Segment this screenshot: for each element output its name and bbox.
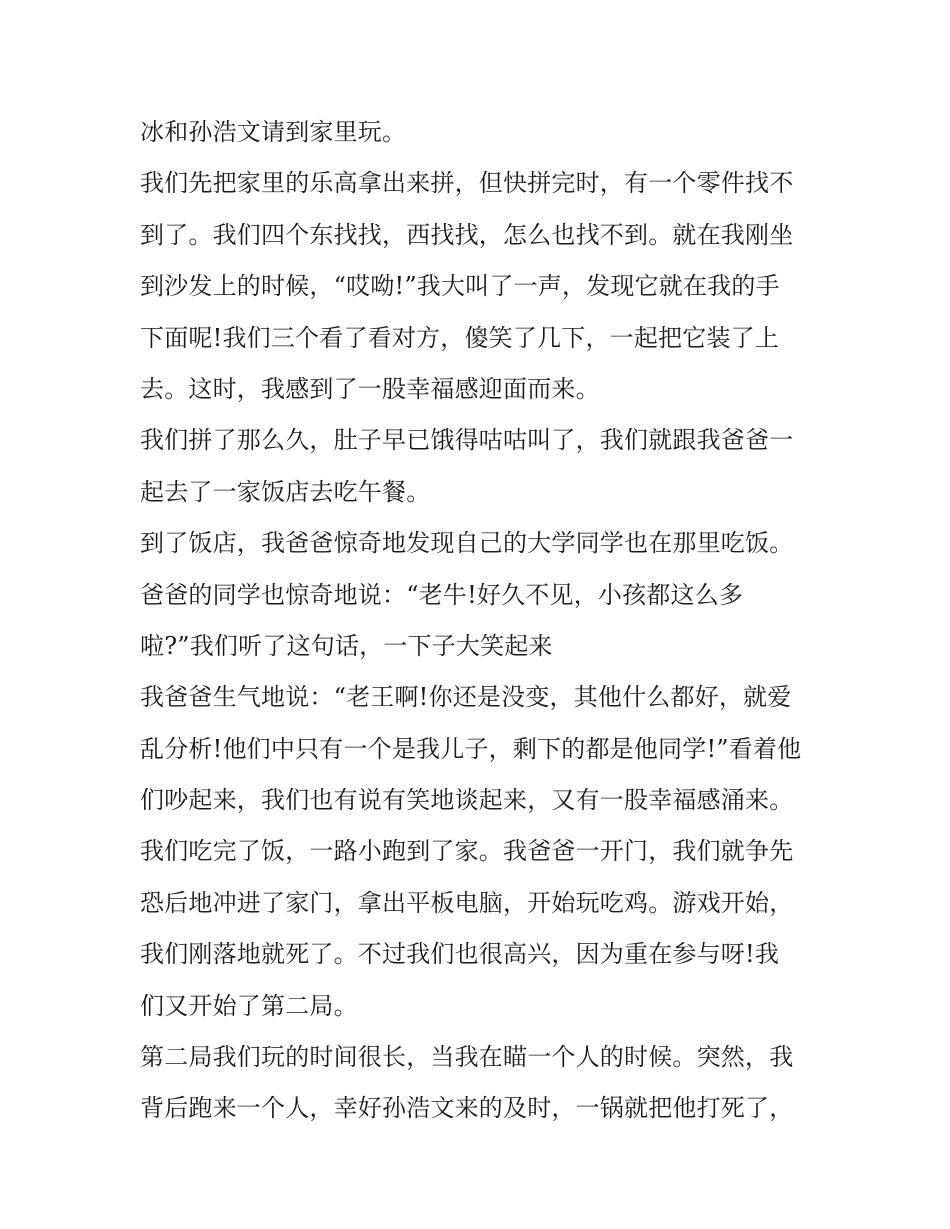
text-line: 乱分析!他们中只有一个是我儿子，剩下的都是他同学!”看着他	[140, 734, 802, 763]
text-line: 背后跑来一个人，幸好孙浩文来的及时，一锅就把他打死了，	[140, 1094, 794, 1123]
text-line: 下面呢!我们三个看了看对方，傻笑了几下，一起把它装了上	[140, 323, 780, 352]
text-line: 恐后地冲进了家门，拿出平板电脑，开始玩吃鸡。游戏开始，	[140, 888, 794, 917]
text-line: 们吵起来，我们也有说有笑地谈起来，又有一股幸福感涌来。	[140, 786, 794, 815]
text-line: 我们先把家里的乐高拿出来拼，但快拼完时，有一个零件找不	[140, 169, 794, 198]
text-line: 到了。我们四个东找找，西找找，怎么也找不到。就在我刚坐	[140, 220, 794, 249]
text-line: 爸爸的同学也惊奇地说：“老牛!好久不见，小孩都这么多	[140, 580, 744, 609]
text-line: 我们拼了那么久，肚子早已饿得咕咕叫了，我们就跟我爸爸一	[140, 426, 794, 455]
text-line: 我们吃完了饭，一路小跑到了家。我爸爸一开门，我们就争先	[140, 837, 794, 866]
text-line: 啦?”我们听了这句话，一下子大笑起来	[140, 631, 553, 660]
text-line: 第二局我们玩的时间很长，当我在瞄一个人的时候。突然，我	[140, 1043, 794, 1072]
text-line: 冰和孙浩文请到家里玩。	[140, 118, 407, 146]
text-line: 到了饭店，我爸爸惊奇地发现自己的大学同学也在那里吃饭。	[140, 529, 794, 558]
text-line: 起去了一家饭店去吃午餐。	[140, 477, 431, 506]
text-line: 我们刚落地就死了。不过我们也很高兴，因为重在参与呀!我	[140, 940, 780, 969]
text-line: 去。这时，我感到了一股幸福感迎面而来。	[140, 374, 600, 403]
document-body	[140, 107, 820, 1135]
text-line: 我爸爸生气地说：“老王啊!你还是没变，其他什么都好，就爱	[140, 683, 792, 712]
text-line: 到沙发上的时候，“哎呦!”我大叫了一声，发现它就在我的手	[140, 272, 780, 301]
text-line: 们又开始了第二局。	[140, 991, 358, 1020]
